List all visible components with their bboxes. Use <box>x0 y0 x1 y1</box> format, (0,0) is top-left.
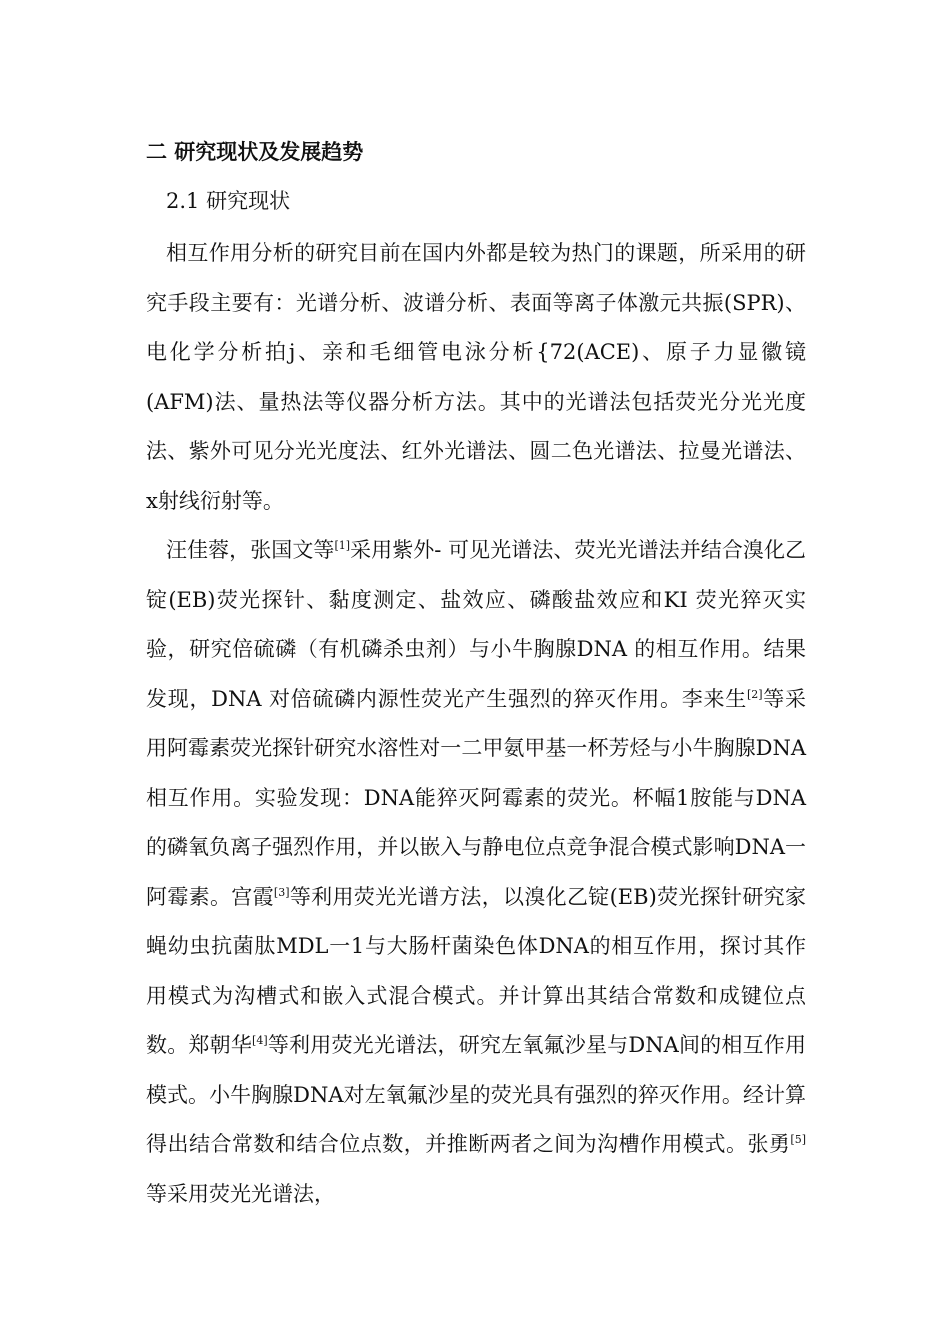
text-segment: 等利用荧光光谱法，研究左氧氟沙星与DNA间的相互作用模式。小牛胸腺DNA对左氧氟沙星的荧光具有强烈的猝灭作用。经计算得出结合常数和结合位点数，并推断两者之间为沟槽作用模式。张勇 <box>146 1033 806 1156</box>
paragraph-literature-review <box>146 526 806 1219</box>
section-heading: 二 研究现状及发展趋势 <box>146 139 364 164</box>
subsection-heading: 2.1 研究现状 <box>166 189 291 213</box>
text-segment: 等采用阿霉素荧光探针研究水溶性对一二甲氨甲基一杯芳烃与小牛胸腺DNA相互作用。实验发现：DNA能猝灭阿霉素的荧光。杯幅1胺能与DNA的磷氧负离子强烈作用，并以嵌入与静电位点竞争混合模式影响DNA一阿霉素。宫霞 <box>146 686 806 909</box>
citation-ref-2: [2] <box>746 687 763 701</box>
paragraph-methods-overview: 相互作用分析的研究目前在国内外都是较为热门的课题，所采用的研究手段主要有：光谱分析、波谱分析、表面等离子体激元共振(SPR)、电化学分析拍j、亲和毛细管电泳分析{72(ACE)、原子力显徽镜(AFM)法、量热法等仪器分析方法。其中的光谱法包括荧光分光光度法、紫外可见分光光度法、红外光谱法、圆二色光谱法、拉曼光谱法、x射线衍射等。 <box>146 241 806 513</box>
text-segment: 采用紫外- 可见光谱法、荧光光谱法并结合溴化乙锭(EB)荧光探针、黏度测定、盐效应、磷酸盐效应和KI 荧光猝灭实验，研究倍硫磷（有机磷杀虫剂）与小牛胸腺DNA 的相互作用。结果发现，DNA 对倍硫磷内源性荧光产生强烈的猝灭作用。李来生 <box>146 538 806 711</box>
citation-ref-5: [5] <box>790 1133 806 1146</box>
citation-ref-4: [4] <box>252 1034 268 1047</box>
citation-ref-3: [3] <box>273 885 290 899</box>
citation-ref-1: [1] <box>334 539 351 552</box>
text-segment: 等采用荧光光谱法， <box>146 1181 335 1206</box>
text-segment: 等利用荧光光谱方法，以溴化乙锭(EB)荧光探针研究家蝇幼虫抗菌肽MDL一1与大肠杆菌染色体DNA的相互作用，探讨其作用模式为沟槽式和嵌入式混合模式。并计算出其结合常数和成键位点数。郑朝华 <box>146 884 806 1057</box>
text-segment: 汪佳蓉，张国文等 <box>166 538 335 562</box>
